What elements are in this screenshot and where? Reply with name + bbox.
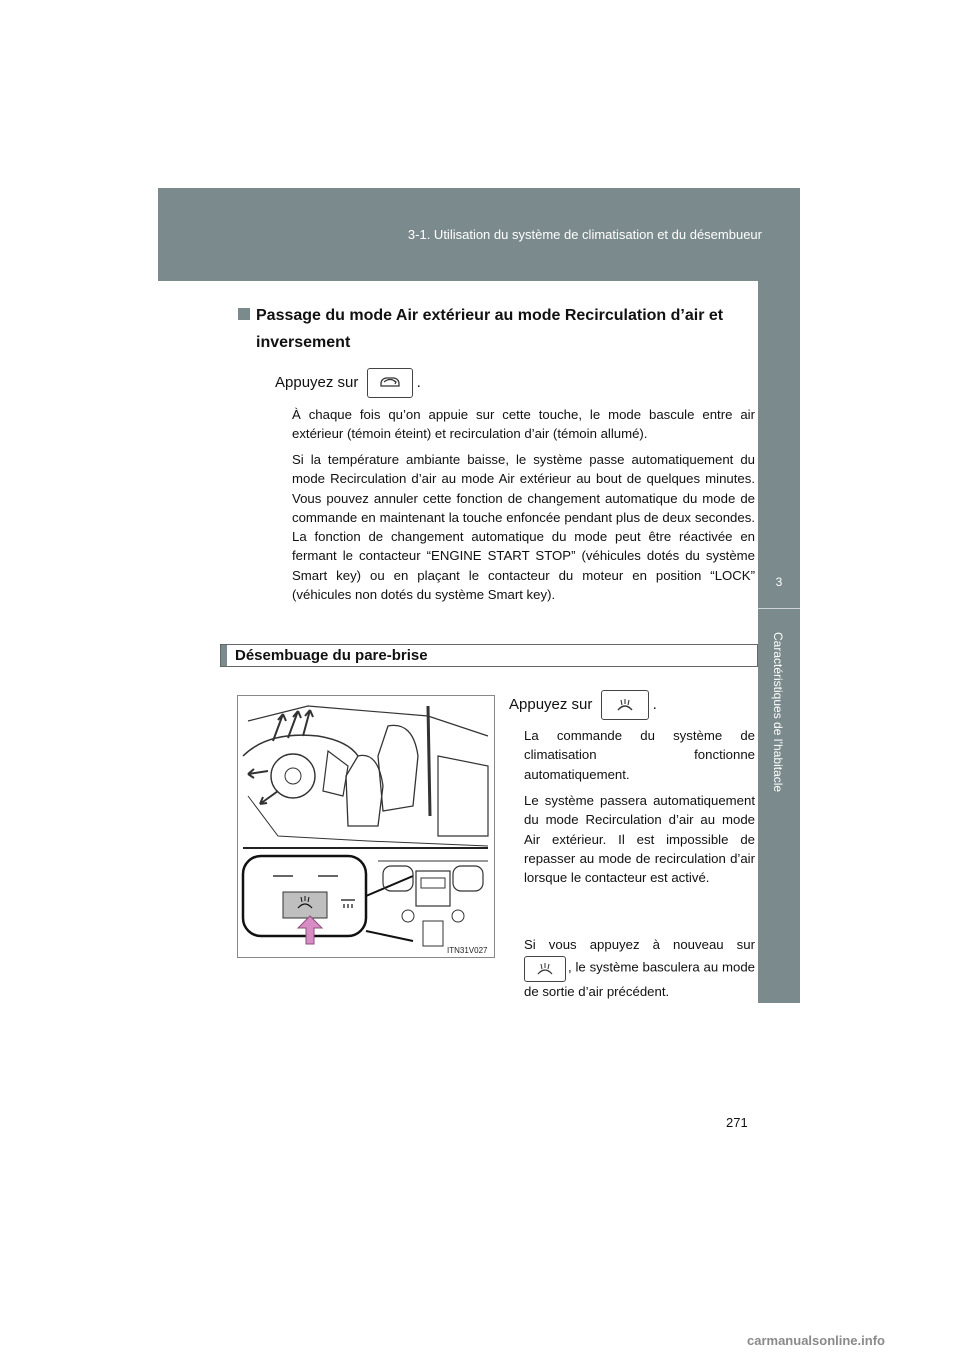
instruction-text: Appuyez sur [275,373,359,391]
instruction-period: . [416,373,421,391]
windshield-defrost-illustration [237,695,495,958]
section-header-bar [221,645,227,666]
instruction-period-2: . [652,695,657,713]
recirculation-instruction [275,368,421,398]
recirculation-icon [367,368,413,398]
chapter-title: 3-1. Utilisation du système de climatisation et du désembueur [407,227,762,242]
section-title: Désembuage du pare-brise [235,647,428,664]
paragraph-4: Le système passera automatiquement du mode Recirculation d’air au mode Air extérieur. Il est impossible de repasser au mode de recirculation d’air lorsque le contacteur est activé. [524,793,755,886]
heading-line1: Passage du mode Air extérieur au mode Recirculation d’air et [256,307,724,324]
page-number: 271 [726,1115,748,1130]
windshield-defroster-icon [524,956,566,982]
illustration-code: ITN31V027 [447,946,488,955]
heading-line2: inversement [256,334,351,351]
paragraph-3: La commande du système de climatisation fonctionne automatiquement. [524,728,755,782]
paragraph-5 [524,935,755,1002]
defroster-section-header [220,644,758,667]
paragraph-1: À chaque fois qu’on appuie sur cette touche, le mode bascule entre air extérieur (témoin éteint) et recirculation d’air (témoin allumé). [292,407,755,442]
para5-end: , le système basculera au mode de sortie d’air précédent. [524,959,755,1000]
defroster-instruction [509,690,657,720]
watermark: carmanualsonline.info [747,1333,885,1348]
para5-start: Si vous appuyez à nouveau sur [524,937,755,952]
instruction-text-2: Appuyez sur [509,695,593,713]
heading-square-icon [238,308,250,320]
windshield-defroster-icon [601,690,649,720]
side-tab-label: Caractéristiques de l’habitacle [771,632,785,793]
section-heading [238,302,756,356]
paragraph-2: Si la température ambiante baisse, le système passe automatiquement du mode Recirculation d’air au mode Air extérieur au bout de quelques minutes. Vous pouvez annuler cette fonction de changement automatique du mode de commande en maintenant la touche enfoncée pendant plus de deux secondes. La fonction de changement automatique du mode peut être réactivée en fermant le contacteur “ENGINE START STOP” (véhicules dotés du système Smart key) ou en plaçant le contacteur du moteur en position “LOCK” (véhicules non dotés du système Smart key). [292,452,755,603]
side-tab-divider [758,608,800,609]
side-tab-number: 3 [775,575,783,589]
